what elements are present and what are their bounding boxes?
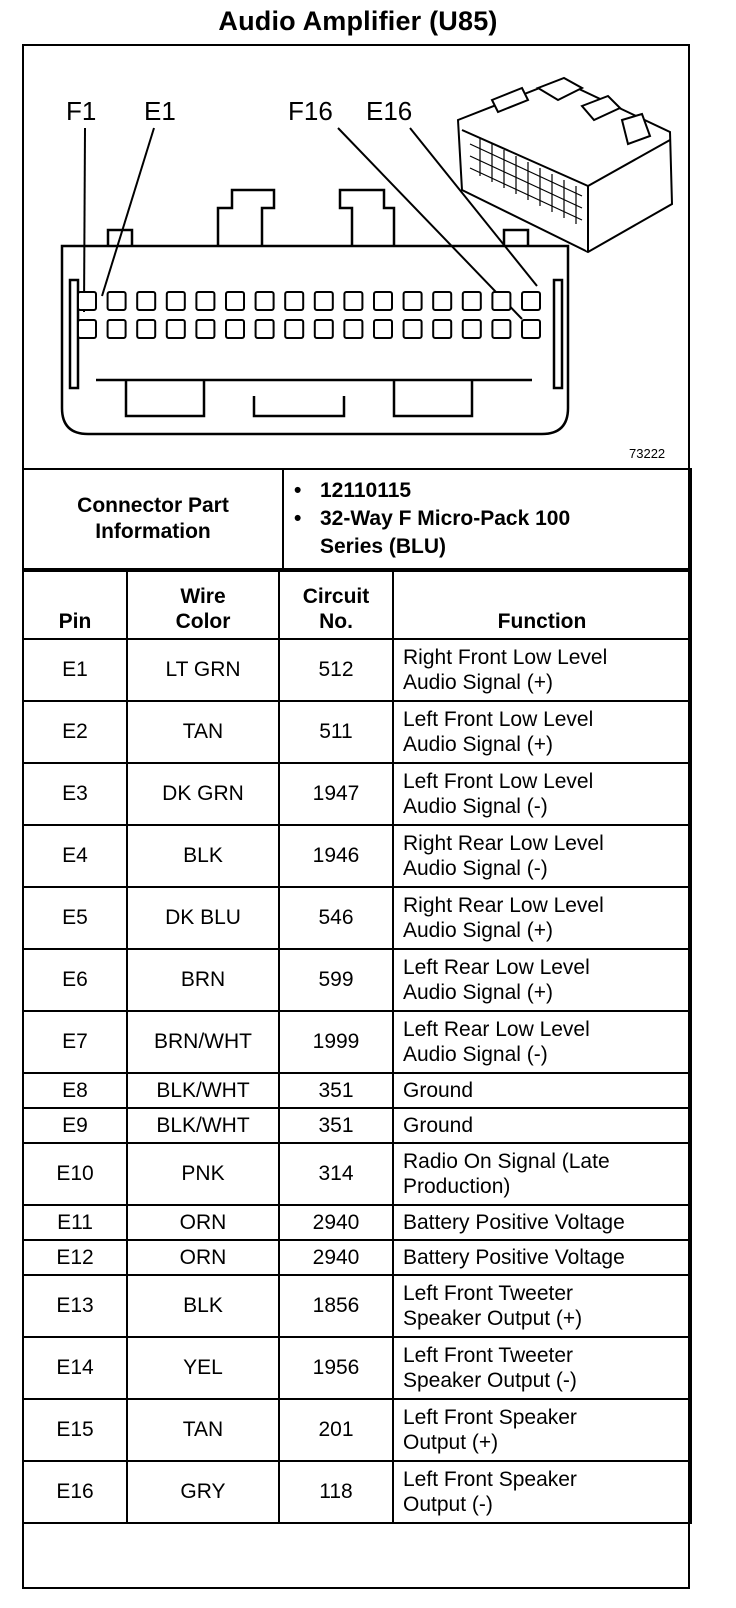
figure-number: 73222 xyxy=(629,446,666,461)
connector-info-label xyxy=(23,469,283,569)
pin-cavity xyxy=(285,292,303,310)
table-row xyxy=(23,1399,691,1461)
function-line: Audio Signal (+) xyxy=(403,671,554,694)
circuit-cell: 201 xyxy=(279,1399,393,1461)
table-row xyxy=(23,701,691,763)
table-row xyxy=(23,1240,691,1275)
pin-cavity xyxy=(315,292,333,310)
function-line: Production) xyxy=(403,1175,511,1198)
connector-part-number: • 12110115 xyxy=(294,479,412,502)
circuit-cell: 118 xyxy=(279,1461,393,1523)
function-line: Left Rear Low Level xyxy=(403,956,590,979)
pin-cavities xyxy=(78,292,540,338)
pin-cavity xyxy=(433,320,451,338)
function-line: Left Rear Low Level xyxy=(403,1018,590,1041)
pin-cavity xyxy=(108,320,126,338)
pin-table-header xyxy=(23,571,691,639)
pin-cell: E1 xyxy=(23,639,127,701)
pin-cell: E5 xyxy=(23,887,127,949)
pin-cell: E13 xyxy=(23,1275,127,1337)
pin-cavity xyxy=(226,292,244,310)
label-e16: E16 xyxy=(366,96,413,126)
pin-cavity xyxy=(463,320,481,338)
pin-cavity xyxy=(315,320,333,338)
table-row xyxy=(23,1337,691,1399)
circuit-cell: 1856 xyxy=(279,1275,393,1337)
function-line: Right Front Low Level xyxy=(403,646,608,669)
table-row xyxy=(23,949,691,1011)
page-title: Audio Amplifier (U85) xyxy=(218,6,498,36)
wire-color-cell: DK GRN xyxy=(127,763,279,825)
pin-cavity xyxy=(167,320,185,338)
pin-cell: E11 xyxy=(23,1205,127,1240)
pin-cavity xyxy=(492,292,510,310)
connector-diagram xyxy=(22,44,690,468)
function-cell xyxy=(393,887,691,949)
function-line: Output (+) xyxy=(403,1431,499,1454)
pin-cavity xyxy=(374,292,392,310)
function-line: Right Rear Low Level xyxy=(403,894,604,917)
wire-color-cell: ORN xyxy=(127,1205,279,1240)
table-row xyxy=(23,639,691,701)
table-row xyxy=(23,1143,691,1205)
pin-cavity xyxy=(226,320,244,338)
function-line: Speaker Output (-) xyxy=(403,1369,577,1392)
pin-cavity xyxy=(256,292,274,310)
label-f16: F16 xyxy=(288,96,333,126)
circuit-cell: 2940 xyxy=(279,1240,393,1275)
table-row xyxy=(23,1461,691,1523)
circuit-cell: 1947 xyxy=(279,763,393,825)
pin-cell: E2 xyxy=(23,701,127,763)
pin-cell: E8 xyxy=(23,1073,127,1108)
function-cell xyxy=(393,1240,691,1275)
table-row xyxy=(23,1011,691,1073)
function-cell xyxy=(393,1011,691,1073)
function-line: Left Front Low Level xyxy=(403,708,594,731)
function-line: Audio Signal (+) xyxy=(403,919,554,942)
function-line: Audio Signal (+) xyxy=(403,981,554,1004)
table-row xyxy=(23,1073,691,1108)
function-line: Ground xyxy=(403,1079,474,1102)
pin-cavity xyxy=(374,320,392,338)
function-line: Left Front Speaker xyxy=(403,1406,577,1429)
wire-color-cell: BRN/WHT xyxy=(127,1011,279,1073)
function-cell xyxy=(393,1337,691,1399)
pin-cavity xyxy=(196,320,214,338)
connector-3d-view xyxy=(458,78,672,252)
wire-color-cell: PNK xyxy=(127,1143,279,1205)
table-row xyxy=(23,887,691,949)
circuit-cell: 511 xyxy=(279,701,393,763)
function-line: Left Front Low Level xyxy=(403,770,594,793)
function-cell xyxy=(393,1205,691,1240)
wire-color-cell: BLK/WHT xyxy=(127,1073,279,1108)
connector-info-label-text: Connector Part Information xyxy=(77,494,229,543)
connector-type-text: 32-Way F Micro-Pack 100 Series (BLU) xyxy=(320,507,571,558)
function-cell xyxy=(393,1073,691,1108)
pin-cavity xyxy=(78,292,96,310)
header-circuit-line2: No. xyxy=(319,610,353,633)
circuit-cell: 599 xyxy=(279,949,393,1011)
table-row xyxy=(23,763,691,825)
wire-color-cell: BLK xyxy=(127,1275,279,1337)
function-line: Ground xyxy=(403,1114,474,1137)
function-line: Radio On Signal (Late xyxy=(403,1150,610,1173)
pin-cavity xyxy=(344,320,362,338)
pin-cell: E6 xyxy=(23,949,127,1011)
function-cell xyxy=(393,639,691,701)
circuit-cell: 512 xyxy=(279,639,393,701)
connector-type: • 32-Way F Micro-Pack 100 Series (BLU) xyxy=(294,505,690,561)
pin-cell: E12 xyxy=(23,1240,127,1275)
wire-color-cell: DK BLU xyxy=(127,887,279,949)
circuit-cell: 546 xyxy=(279,887,393,949)
header-circuit-line1: Circuit xyxy=(302,585,370,608)
wire-color-cell: LT GRN xyxy=(127,639,279,701)
pin-cavity xyxy=(522,320,540,338)
function-cell xyxy=(393,1108,691,1143)
function-cell xyxy=(393,1461,691,1523)
wire-color-cell: GRY xyxy=(127,1461,279,1523)
pin-cavity xyxy=(344,292,362,310)
pin-cavity xyxy=(285,320,303,338)
label-e1: E1 xyxy=(144,96,176,126)
pin-cavity xyxy=(196,292,214,310)
function-line: Left Front Tweeter xyxy=(403,1282,574,1305)
pin-cavity xyxy=(404,320,422,338)
function-cell xyxy=(393,949,691,1011)
wire-color-cell: YEL xyxy=(127,1337,279,1399)
pin-cavity xyxy=(463,292,481,310)
pin-cavity xyxy=(522,292,540,310)
pin-cavity xyxy=(433,292,451,310)
function-cell xyxy=(393,825,691,887)
pin-cavity xyxy=(404,292,422,310)
pin-cavity xyxy=(492,320,510,338)
wire-color-cell: BRN xyxy=(127,949,279,1011)
pin-cell: E9 xyxy=(23,1108,127,1143)
function-cell xyxy=(393,1275,691,1337)
circuit-cell: 1956 xyxy=(279,1337,393,1399)
circuit-cell: 2940 xyxy=(279,1205,393,1240)
header-wire-color-line1: Wire xyxy=(180,585,226,608)
pin-table xyxy=(22,570,692,1524)
function-line: Speaker Output (+) xyxy=(403,1307,583,1330)
connector-body xyxy=(62,190,568,434)
function-line: Left Front Speaker xyxy=(403,1468,577,1491)
connector-info-table xyxy=(22,468,692,570)
pin-cell: E3 xyxy=(23,763,127,825)
circuit-cell: 1999 xyxy=(279,1011,393,1073)
pin-cavity xyxy=(78,320,96,338)
circuit-cell: 351 xyxy=(279,1073,393,1108)
function-line: Battery Positive Voltage xyxy=(403,1211,625,1234)
function-line: Right Rear Low Level xyxy=(403,832,604,855)
function-line: Audio Signal (-) xyxy=(403,857,548,880)
pin-cell: E16 xyxy=(23,1461,127,1523)
table-row xyxy=(23,1205,691,1240)
function-cell xyxy=(393,1143,691,1205)
header-wire-color-line2: Color xyxy=(175,610,231,633)
pin-cavity xyxy=(167,292,185,310)
pin-cell: E14 xyxy=(23,1337,127,1399)
function-line: Audio Signal (-) xyxy=(403,795,548,818)
pin-cavity xyxy=(137,292,155,310)
function-line: Audio Signal (-) xyxy=(403,1043,548,1066)
function-cell xyxy=(393,701,691,763)
pin-cell: E4 xyxy=(23,825,127,887)
function-cell xyxy=(393,763,691,825)
header-circuit-no xyxy=(279,571,393,639)
circuit-cell: 1946 xyxy=(279,825,393,887)
table-row xyxy=(23,1275,691,1337)
function-line: Battery Positive Voltage xyxy=(403,1246,625,1269)
circuit-cell: 351 xyxy=(279,1108,393,1143)
table-row xyxy=(23,1108,691,1143)
wire-color-cell: ORN xyxy=(127,1240,279,1275)
pin-cell: E7 xyxy=(23,1011,127,1073)
wire-color-cell: BLK/WHT xyxy=(127,1108,279,1143)
pin-cavity xyxy=(137,320,155,338)
table-row xyxy=(23,825,691,887)
pin-cell: E10 xyxy=(23,1143,127,1205)
function-line: Left Front Tweeter xyxy=(403,1344,574,1367)
function-cell xyxy=(393,1399,691,1461)
function-line: Output (-) xyxy=(403,1493,493,1516)
pin-cell: E15 xyxy=(23,1399,127,1461)
header-wire-color xyxy=(127,571,279,639)
wire-color-cell: TAN xyxy=(127,701,279,763)
pin-cavity xyxy=(108,292,126,310)
function-line: Audio Signal (+) xyxy=(403,733,554,756)
connector-info-list xyxy=(283,469,691,569)
label-f1: F1 xyxy=(66,96,97,126)
wire-color-cell: TAN xyxy=(127,1399,279,1461)
part-number-text: 12110115 xyxy=(320,479,412,502)
header-function: Function xyxy=(393,571,691,639)
header-pin: Pin xyxy=(23,571,127,639)
wire-color-cell: BLK xyxy=(127,825,279,887)
circuit-cell: 314 xyxy=(279,1143,393,1205)
pin-cavity xyxy=(256,320,274,338)
